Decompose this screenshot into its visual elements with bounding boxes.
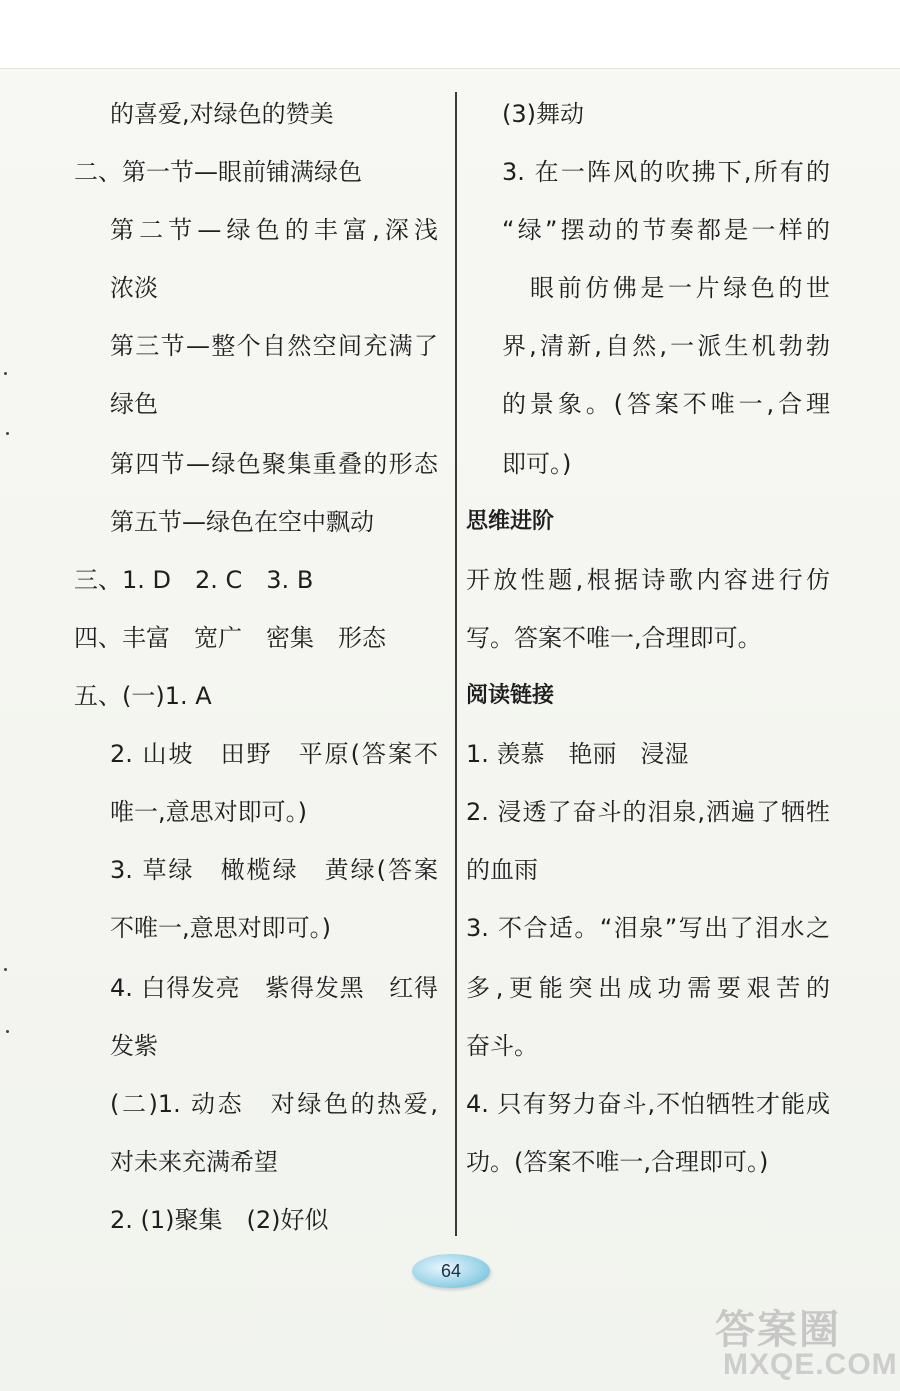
answer-line: 唯一,意思对即可。) — [110, 798, 307, 826]
answer-line: 五、(一)1. A — [74, 682, 212, 710]
answer-line: 2. 浸透了奋斗的泪泉,洒遍了牺牲 — [466, 798, 830, 826]
answer-line: 对未来充满希望 — [110, 1148, 278, 1176]
answer-line: 浓淡 — [110, 274, 158, 302]
answer-line: 发紫 — [110, 1032, 158, 1060]
scan-speck — [4, 372, 7, 375]
answer-line: 奋斗。 — [466, 1032, 538, 1060]
answer-page — [0, 68, 900, 1391]
answer-line: 不唯一,意思对即可。) — [110, 914, 331, 942]
answer-line: 多,更能突出成功需要艰苦的 — [466, 974, 830, 1002]
answer-line: “绿”摆动的节奏都是一样的 — [502, 216, 830, 244]
answer-line: 第四节—绿色聚集重叠的形态 — [110, 450, 438, 478]
scan-speck — [6, 432, 9, 435]
answer-line: 四、丰富 宽广 密集 形态 — [74, 624, 386, 652]
column-divider — [455, 92, 457, 1236]
answer-line: 3. 在一阵风的吹拂下,所有的 — [502, 158, 830, 186]
answer-line: 即可。) — [502, 450, 572, 478]
watermark-logo — [715, 1298, 898, 1386]
answer-line: 功。(答案不唯一,合理即可。) — [466, 1148, 769, 1176]
answer-line: (二)1. 动态 对绿色的热爱, — [110, 1090, 438, 1118]
answer-line: 第五节—绿色在空中飘动 — [110, 508, 374, 536]
section-heading-reading: 阅读链接 — [466, 683, 555, 708]
watermark-url: MXQE.COM — [723, 1348, 898, 1381]
answer-line: 4. 只有努力奋斗,不怕牺牲才能成 — [466, 1090, 830, 1118]
answer-line: 二、第一节—眼前铺满绿色 — [74, 158, 362, 186]
answer-line: 绿色 — [110, 390, 158, 418]
answer-line: 开放性题,根据诗歌内容进行仿 — [466, 566, 830, 594]
watermark-title: 答案圈 — [715, 1307, 841, 1353]
answer-line: 眼前仿佛是一片绿色的世 — [530, 274, 830, 302]
answer-line: 2. (1)聚集 (2)好似 — [110, 1206, 329, 1234]
section-heading-thinking: 思维进阶 — [466, 509, 555, 534]
page-number-badge: 64 — [412, 1254, 490, 1288]
answer-line: 第二节—绿色的丰富,深浅 — [110, 216, 438, 244]
answer-line: 2. 山坡 田野 平原(答案不 — [110, 740, 438, 768]
answer-line: 的景象。(答案不唯一,合理 — [502, 390, 830, 418]
answer-line: 三、1. D 2. C 3. B — [74, 566, 314, 594]
scan-speck — [6, 1030, 9, 1033]
answer-line: 3. 草绿 橄榄绿 黄绿(答案 — [110, 856, 438, 884]
answer-line: (3)舞动 — [502, 100, 584, 128]
answer-line: 3. 不合适。“泪泉”写出了泪水之 — [466, 914, 830, 942]
scan-speck — [4, 968, 7, 971]
answer-line: 的血雨 — [466, 856, 538, 884]
answer-line: 第三节—整个自然空间充满了 — [110, 332, 438, 360]
answer-line: 的喜爱,对绿色的赞美 — [110, 100, 334, 128]
answer-line: 写。答案不唯一,合理即可。 — [466, 624, 762, 652]
answer-line: 界,清新,自然,一派生机勃勃 — [502, 332, 830, 360]
answer-line: 4. 白得发亮 紫得发黑 红得 — [110, 974, 438, 1002]
answer-line: 1. 羡慕 艳丽 浸湿 — [466, 740, 689, 768]
